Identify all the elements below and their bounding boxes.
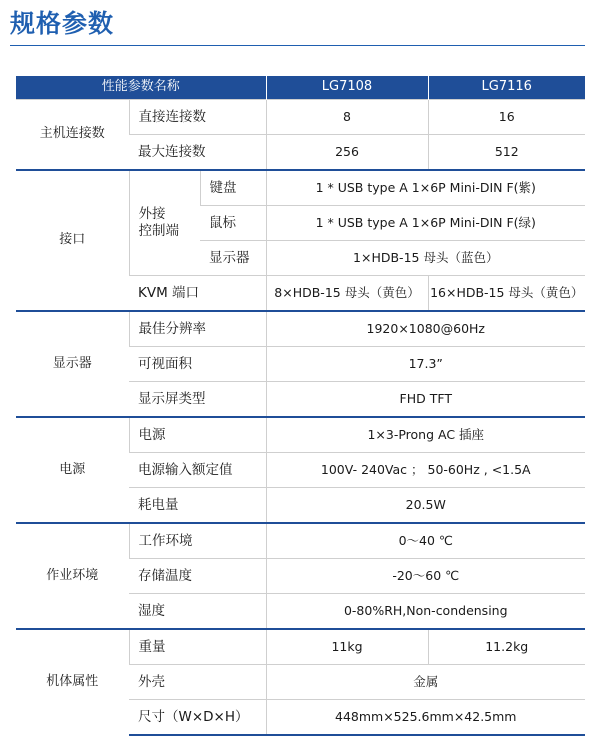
category-interface: 接口 — [16, 170, 129, 311]
label-storage-temp: 存储温度 — [129, 559, 266, 594]
category-physical: 机体属性 — [16, 629, 129, 735]
value-rated-input: 100V- 240Vac ； 50-60Hz , <1.5A — [266, 453, 585, 488]
label-power-consumption: 耗电量 — [129, 488, 266, 524]
category-host-connections: 主机连接数 — [16, 100, 129, 171]
title-underline — [10, 45, 585, 46]
value-dimensions: 448mm×525.6mm×42.5mm — [266, 700, 585, 736]
label-direct-connections: 直接连接数 — [129, 100, 266, 135]
category-display: 显示器 — [16, 311, 129, 417]
table-row — [16, 629, 585, 665]
table-header-row — [16, 76, 585, 100]
label-weight: 重量 — [129, 629, 266, 665]
category-environment: 作业环境 — [16, 523, 129, 629]
value-power-source: 1×3-Prong AC 插座 — [266, 417, 585, 453]
label-humidity: 湿度 — [129, 594, 266, 630]
value-max-lg7116: 512 — [428, 135, 585, 171]
value-direct-lg7116: 16 — [428, 100, 585, 135]
table-row — [16, 170, 585, 206]
label-external-console-line2: 控制端 — [138, 223, 179, 239]
value-viewable-area: 17.3” — [266, 347, 585, 382]
label-external-console-line1: 外接 — [138, 206, 166, 223]
label-operating-env: 工作环境 — [129, 523, 266, 559]
value-mouse: 1 * USB type A 1×6P Mini-DIN F(绿) — [266, 206, 585, 241]
label-mouse: 鼠标 — [200, 206, 266, 241]
value-operating-env: 0～40 ℃ — [266, 523, 585, 559]
label-keyboard: 键盘 — [200, 170, 266, 206]
header-model-lg7116: LG7116 — [428, 76, 585, 100]
label-max-connections: 最大连接数 — [129, 135, 266, 171]
value-best-resolution: 1920×1080@60Hz — [266, 311, 585, 347]
table-row — [16, 523, 585, 559]
value-max-lg7108: 256 — [266, 135, 428, 171]
value-kvm-lg7108: 8×HDB-15 母头（黄色） — [266, 276, 428, 312]
value-weight-lg7116: 11.2kg — [428, 629, 585, 665]
value-humidity: 0-80%RH,Non-condensing — [266, 594, 585, 630]
label-display-port: 显示器 — [200, 241, 266, 276]
value-screen-type: FHD TFT — [266, 382, 585, 418]
table-row — [16, 311, 585, 347]
value-direct-lg7108: 8 — [266, 100, 428, 135]
label-viewable-area: 可视面积 — [129, 347, 266, 382]
spec-table — [16, 76, 585, 736]
table-row — [16, 417, 585, 453]
label-power-source: 电源 — [129, 417, 266, 453]
header-model-lg7108: LG7108 — [266, 76, 428, 100]
label-dimensions: 尺寸（W×D×H） — [129, 700, 266, 736]
value-display-port: 1×HDB-15 母头（蓝色） — [266, 241, 585, 276]
label-external-console — [129, 170, 200, 276]
label-kvm-port: KVM 端口 — [129, 276, 266, 312]
category-power: 电源 — [16, 417, 129, 523]
value-power-consumption: 20.5W — [266, 488, 585, 524]
label-rated-input: 电源输入额定值 — [129, 453, 266, 488]
page-title: 规格参数 — [10, 9, 115, 38]
value-storage-temp: -20～60 ℃ — [266, 559, 585, 594]
table-row — [16, 100, 585, 135]
label-housing: 外壳 — [129, 665, 266, 700]
value-kvm-lg7116: 16×HDB-15 母头（黄色） — [428, 276, 585, 312]
header-param-name: 性能参数名称 — [16, 76, 266, 100]
value-housing: 金属 — [266, 665, 585, 700]
label-best-resolution: 最佳分辨率 — [129, 311, 266, 347]
value-weight-lg7108: 11kg — [266, 629, 428, 665]
label-screen-type: 显示屏类型 — [129, 382, 266, 418]
value-keyboard: 1 * USB type A 1×6P Mini-DIN F(紫) — [266, 170, 585, 206]
